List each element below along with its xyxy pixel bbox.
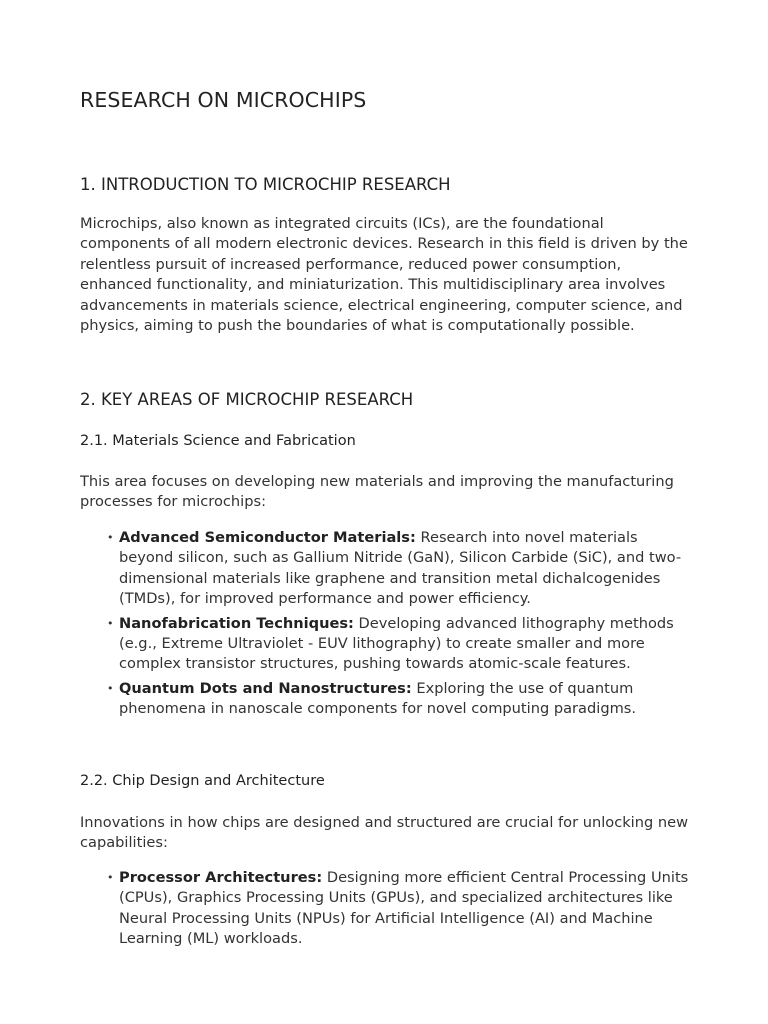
subsection-2-2-heading: 2.2. Chip Design and Architecture [80,773,325,789]
subsection-2-2-list [107,868,692,954]
list-item-term: Advanced Semiconductor Materials: [119,529,416,546]
section-2-heading: 2. KEY AREAS OF MICROCHIP RESEARCH [80,390,414,409]
page-title: RESEARCH ON MICROCHIPS [80,88,367,112]
list-item-term: Processor Architectures: [119,869,323,886]
section-1-heading: 1. INTRODUCTION TO MICROCHIP RESEARCH [80,175,451,194]
list-item-text: Exploring the use of quantum phenomena in nanoscale components for novel computing paradigms. [119,679,637,718]
list-item-text: Research into novel materials beyond silicon, such as Gallium Nitride (GaN), Silicon Carbide (SiC), and two-dimensional materials like graphene and transition metal dichalcogenides (TMDs), for improved performance and power efficiency. [119,529,682,608]
bullet-icon: • [107,681,114,695]
list-item [107,868,692,950]
bullet-icon: • [107,616,114,630]
bullet-icon: • [107,531,114,544]
subsection-2-1-heading: 2.1. Materials Science and Fabrication [80,433,356,449]
list-item-term: Nanofabrication Techniques: [119,614,354,632]
list-item [107,679,692,720]
list-item [107,614,692,675]
subsection-2-2-intro: Innovations in how chips are designed and structured are crucial for unlocking new capabilities: [80,814,689,852]
list-item-term: Quantum Dots and Nanostructures: [119,679,412,697]
subsection-2-1-intro: This area focuses on developing new materials and improving the manufacturing processes for microchips: [80,473,674,511]
section-1-body: Microchips, also known as integrated circuits (ICs), are the foundational components of all modern electronic devices. Research in this field is driven by the relentless pursuit of increased performance, reduced power consumption, enhanced functionality, and miniaturization. This multidisciplinary area involves advancements in materials science, electrical engineering, computer science, and physics, aiming to push the boundaries of what is computationally possible. [80,215,688,335]
subsection-2-1-list [107,528,692,724]
list-item-text: Designing more efficient Central Processing Units (CPUs), Graphics Processing Units (GPUs), and specialized architectures like Neural Processing Units (NPUs) for Artificial Intelligence (AI) and Machine Learning (ML) workloads. [119,869,689,948]
list-item [107,528,692,610]
bullet-icon: • [107,871,114,884]
list-item-text: Developing advanced lithography methods (e.g., Extreme Ultraviolet - EUV lithography) to create smaller and more complex transistor structures, pushing towards atomic-scale features. [119,614,674,673]
